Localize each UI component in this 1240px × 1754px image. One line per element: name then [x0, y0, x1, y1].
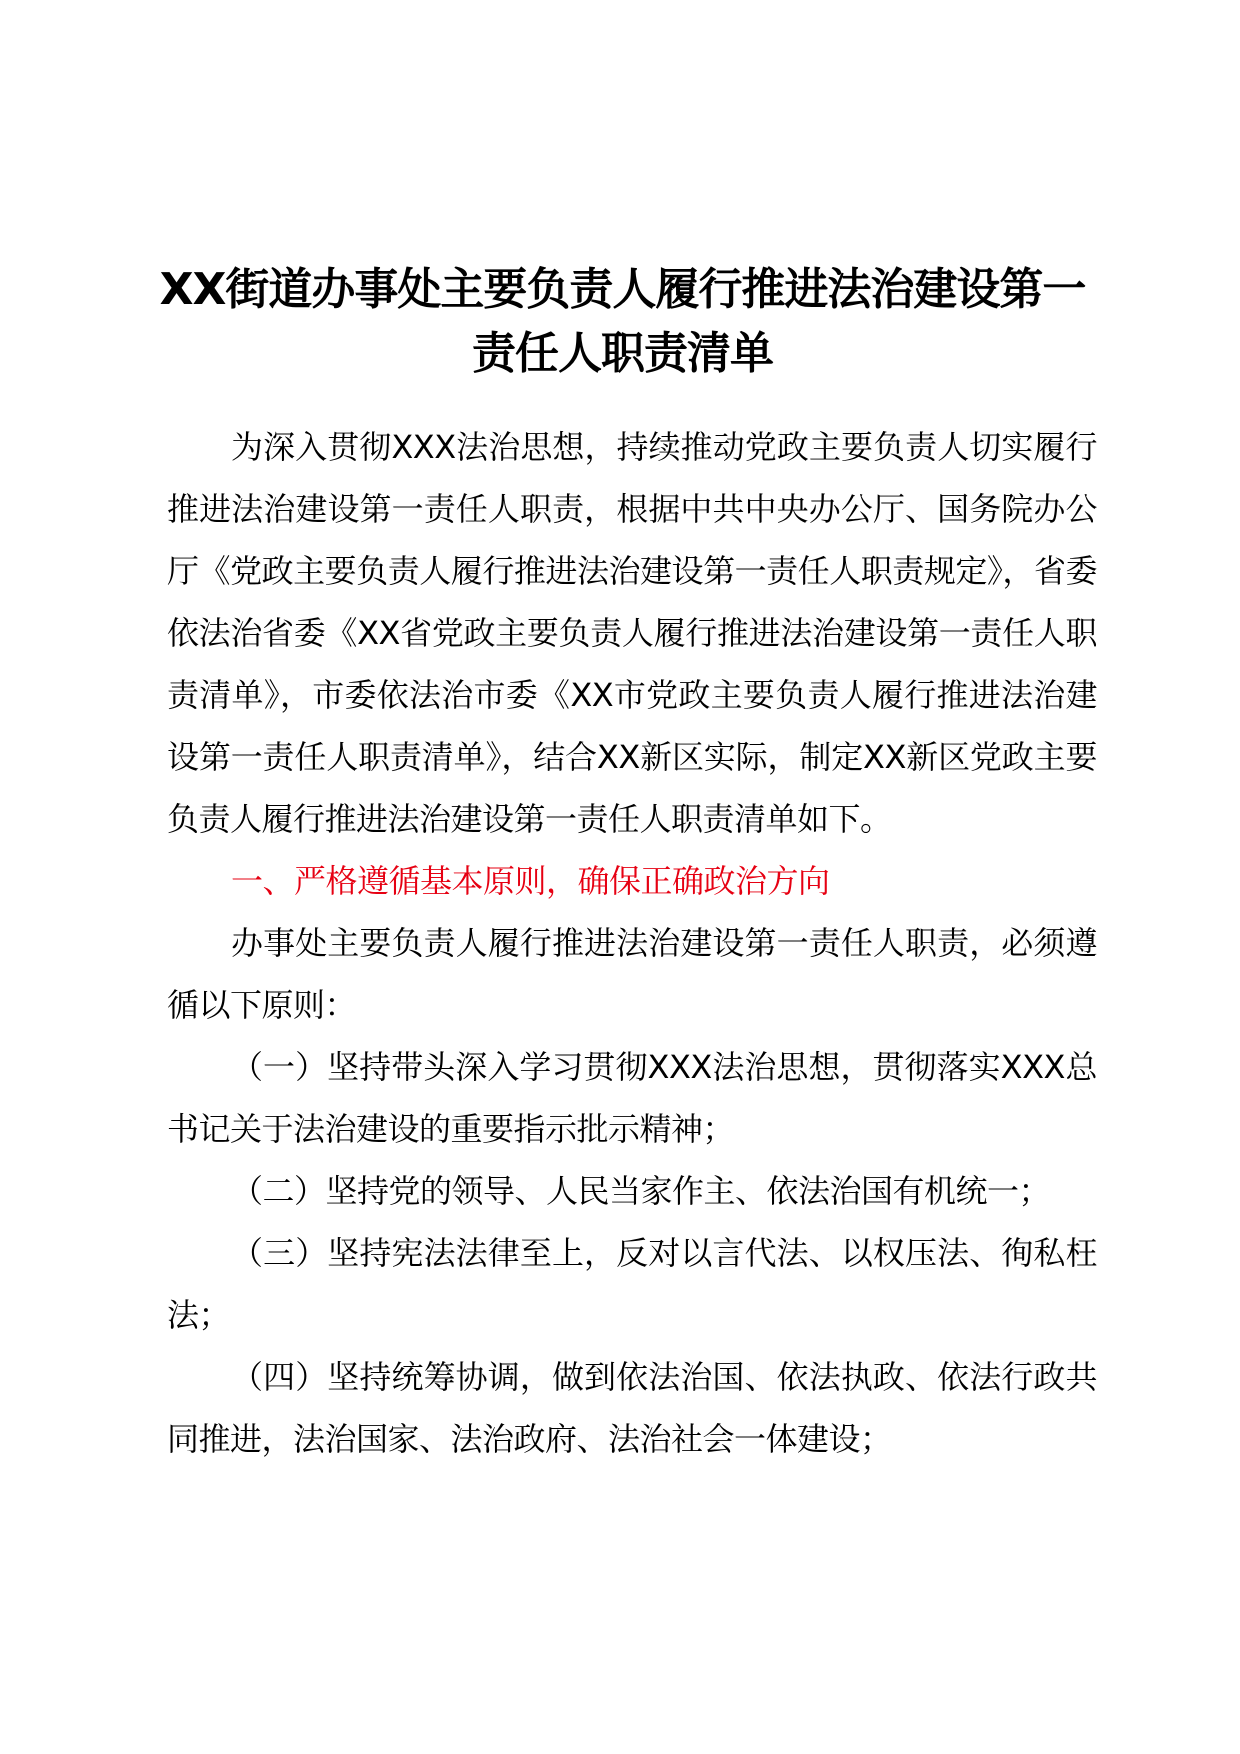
intro-paragraph: 为深入贯彻XXX法治思想，持续推动党政主要负责人切实履行推进法治建设第一责任人职责，根据中共中央办公厅、国务院办公厅《党政主要负责人履行推进法治建设第一责任人职责规定》，省委依法治省委《XX省党政主要负责人履行推进法治建设第一责任人职责清单》，市委依法治市委《XX市党政主要负责人履行推进法治建设第一责任人职责清单》，结合XX新区实际，制定XX新区党政主要负责人履行推进法治建设第一责任人职责清单如下。: [167, 428, 1097, 838]
document-body: [167, 416, 1097, 1470]
section-heading: 一、严格遵循基本原则，确保正确政治方向: [231, 862, 830, 900]
principle-item-1: （一）坚持带头深入学习贯彻XXX法治思想，贯彻落实XXX总书记关于法治建设的重要指示批示精神；: [167, 1048, 1097, 1148]
principle-item-2: （二）坚持党的领导、人民当家作主、依法治国有机统一；: [231, 1172, 1051, 1210]
principle-item-4: （四）坚持统筹协调，做到依法治国、依法执政、依法行政共同推进，法治国家、法治政府、法治社会一体建设；: [167, 1358, 1097, 1458]
principle-item-3: （三）坚持宪法法律至上，反对以言代法、以权压法、徇私枉法；: [167, 1234, 1097, 1334]
section-intro-paragraph: 办事处主要负责人履行推进法治建设第一责任人职责，必须遵循以下原则：: [167, 924, 1097, 1024]
document-title: XX街道办事处主要负责人履行推进法治建设第一责任人职责清单: [159, 264, 1086, 379]
